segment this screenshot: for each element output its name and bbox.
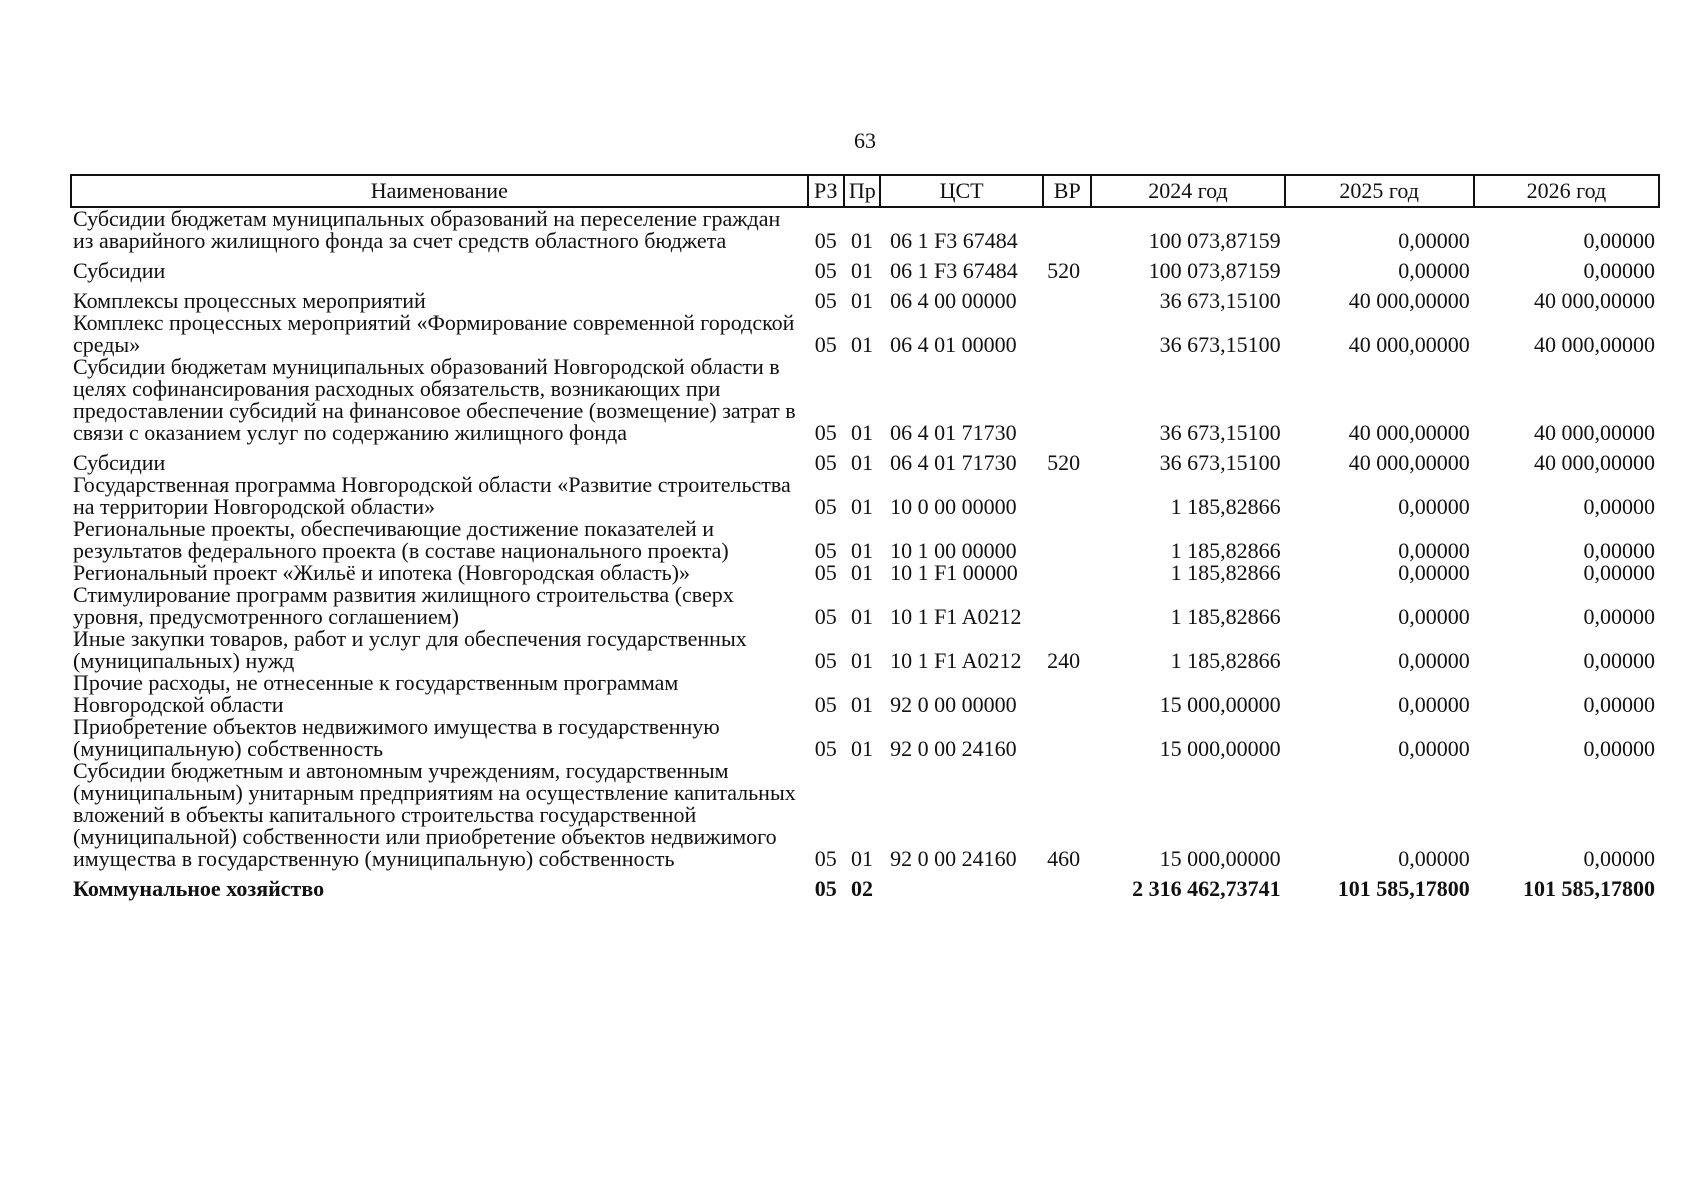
row-name: Иные закупки товаров, работ и услуг для обеспечения государственных (муниципальных) нужд	[73, 626, 747, 673]
table-row	[71, 356, 1659, 444]
row-2026: 40 000,00000	[1534, 420, 1655, 445]
row-2025: 0,00000	[1398, 258, 1470, 283]
row-2025: 101 585,17800	[1337, 876, 1470, 901]
table-row	[71, 518, 1659, 562]
row-cst: 92 0 00 24160	[890, 846, 1017, 871]
row-2024: 1 185,82866	[1170, 560, 1281, 585]
row-vr	[1043, 312, 1091, 356]
page-number: 63	[854, 128, 876, 153]
row-vr: 520	[1047, 258, 1081, 283]
table-body	[71, 207, 1659, 900]
row-name: Коммунальное хозяйство	[73, 876, 325, 901]
header-rz: РЗ	[808, 175, 844, 207]
row-name: Комплексы процессных мероприятий	[73, 288, 426, 313]
header-2025: 2025 год	[1285, 175, 1474, 207]
row-vr	[1043, 356, 1091, 444]
table-row	[71, 870, 1659, 900]
row-2024: 15 000,00000	[1159, 846, 1281, 871]
row-name: Субсидии бюджетам муниципальных образований Новгородской области в целях софинансирования расходных обязательств, возникающих при предоставлении субсидий на финансовое обеспечение (возмещение) затрат в связи с оказанием услуг по содержанию жилищного фонда	[73, 354, 796, 445]
row-pr: 01	[850, 494, 873, 519]
table-row	[71, 628, 1659, 672]
header-2024: 2024 год	[1091, 175, 1284, 207]
row-name: Субсидии бюджетам муниципальных образований на переселение граждан из аварийного жилищного фонда за счет средств областного бюджета	[73, 206, 781, 253]
row-vr	[1043, 282, 1091, 312]
row-name: Комплекс процессных мероприятий «Формирование современной городской среды»	[73, 310, 795, 357]
row-vr: 460	[1047, 846, 1081, 871]
row-vr	[1043, 584, 1091, 628]
row-rz: 05	[814, 604, 837, 629]
table-row	[71, 474, 1659, 518]
row-vr	[1043, 870, 1091, 900]
row-rz: 05	[814, 258, 837, 283]
row-2024: 2 316 462,73741	[1132, 876, 1281, 901]
row-name: Региональные проекты, обеспечивающие достижение показателей и результатов федерального проекта (в составе национального проекта)	[73, 516, 729, 563]
row-2026: 0,00000	[1583, 494, 1655, 519]
row-cst: 10 1 00 00000	[890, 538, 1017, 563]
row-vr	[1043, 716, 1091, 760]
row-2024: 100 073,87159	[1148, 258, 1281, 283]
row-pr: 01	[850, 692, 873, 717]
row-vr	[1043, 518, 1091, 562]
row-2025: 0,00000	[1398, 846, 1470, 871]
row-cst	[880, 870, 1043, 900]
row-rz: 05	[814, 332, 837, 357]
row-cst: 92 0 00 24160	[890, 736, 1017, 761]
row-2026: 40 000,00000	[1534, 332, 1655, 357]
row-2026: 0,00000	[1583, 846, 1655, 871]
row-2026: 40 000,00000	[1534, 288, 1655, 313]
row-cst: 10 0 00 00000	[890, 494, 1017, 519]
table-row	[71, 312, 1659, 356]
table-row	[71, 207, 1659, 252]
row-2024: 1 185,82866	[1170, 648, 1281, 673]
row-name: Государственная программа Новгородской области «Развитие строительства на территории Новгородской области»	[73, 472, 791, 519]
table-row	[71, 252, 1659, 282]
row-2024: 1 185,82866	[1170, 538, 1281, 563]
row-2026: 0,00000	[1583, 538, 1655, 563]
row-2024: 36 673,15100	[1159, 420, 1281, 445]
row-2025: 0,00000	[1398, 736, 1470, 761]
row-vr	[1043, 562, 1091, 584]
row-rz: 05	[814, 560, 837, 585]
row-2024: 15 000,00000	[1159, 692, 1281, 717]
row-pr: 01	[850, 736, 873, 761]
row-2024: 36 673,15100	[1159, 332, 1281, 357]
row-rz: 05	[814, 692, 837, 717]
row-cst: 10 1 F1 00000	[890, 560, 1018, 585]
row-rz: 05	[814, 648, 837, 673]
row-cst: 10 1 F1 A0212	[890, 604, 1022, 629]
row-cst: 06 1 F3 67484	[890, 258, 1018, 283]
table-row	[71, 562, 1659, 584]
row-vr	[1043, 474, 1091, 518]
row-2025: 40 000,00000	[1348, 332, 1470, 357]
header-cst: ЦСТ	[880, 175, 1043, 207]
budget-table	[70, 174, 1660, 900]
row-cst: 92 0 00 00000	[890, 692, 1017, 717]
row-cst: 06 4 01 71730	[890, 450, 1017, 475]
row-2026: 0,00000	[1583, 258, 1655, 283]
row-2025: 0,00000	[1398, 228, 1470, 253]
row-2025: 0,00000	[1398, 494, 1470, 519]
row-rz: 05	[814, 736, 837, 761]
row-2024: 1 185,82866	[1170, 494, 1281, 519]
row-cst: 06 4 00 00000	[890, 288, 1017, 313]
header-pr: Пр	[844, 175, 880, 207]
row-2026: 40 000,00000	[1534, 450, 1655, 475]
row-name: Приобретение объектов недвижимого имущества в государственную (муниципальную) собственность	[73, 714, 720, 761]
row-pr: 01	[850, 258, 873, 283]
row-2026: 0,00000	[1583, 736, 1655, 761]
row-2024: 36 673,15100	[1159, 450, 1281, 475]
table-row	[71, 716, 1659, 760]
row-pr: 01	[850, 420, 873, 445]
row-2024: 36 673,15100	[1159, 288, 1281, 313]
row-name: Прочие расходы, не отнесенные к государственным программам Новгородской области	[73, 670, 679, 717]
row-pr: 01	[850, 332, 873, 357]
row-cst: 06 4 01 00000	[890, 332, 1017, 357]
row-pr: 01	[850, 846, 873, 871]
row-pr: 01	[850, 538, 873, 563]
row-2025: 40 000,00000	[1348, 288, 1470, 313]
row-2025: 40 000,00000	[1348, 420, 1470, 445]
row-pr: 02	[850, 876, 873, 901]
row-2025: 0,00000	[1398, 692, 1470, 717]
row-rz: 05	[814, 538, 837, 563]
row-cst: 06 1 F3 67484	[890, 228, 1018, 253]
row-name: Субсидии бюджетным и автономным учреждениям, государственным (муниципальным) унитарным предприятиям на осуществление капитальных вложений в объекты капитального строительства государственной (муниципальной) собственности или приобретение объектов недвижимого имущества в государственную (муниципальную) собственность	[73, 758, 796, 871]
row-2025: 0,00000	[1398, 604, 1470, 629]
row-name: Субсидии	[73, 450, 166, 475]
row-name: Субсидии	[73, 258, 166, 283]
row-vr: 240	[1047, 648, 1081, 673]
table-row	[71, 760, 1659, 870]
table-row	[71, 584, 1659, 628]
row-rz: 05	[814, 876, 837, 901]
row-2024: 15 000,00000	[1159, 736, 1281, 761]
row-cst: 06 4 01 71730	[890, 420, 1017, 445]
row-pr: 01	[850, 450, 873, 475]
row-name: Стимулирование программ развития жилищного строительства (сверх уровня, предусмотренного соглашением)	[73, 582, 734, 629]
row-2025: 0,00000	[1398, 538, 1470, 563]
row-name: Региональный проект «Жильё и ипотека (Новгородская область)»	[73, 560, 690, 585]
row-2025: 40 000,00000	[1348, 450, 1470, 475]
row-2026: 0,00000	[1583, 692, 1655, 717]
row-vr	[1043, 207, 1091, 252]
row-2026: 0,00000	[1583, 228, 1655, 253]
table-row	[71, 444, 1659, 474]
row-rz: 05	[814, 288, 837, 313]
header-2026: 2026 год	[1474, 175, 1659, 207]
row-cst: 10 1 F1 A0212	[890, 648, 1022, 673]
row-rz: 05	[814, 450, 837, 475]
row-pr: 01	[850, 648, 873, 673]
header-vr: ВР	[1043, 175, 1091, 207]
row-2026: 101 585,17800	[1523, 876, 1655, 901]
row-vr: 520	[1047, 450, 1081, 475]
row-2025: 0,00000	[1398, 560, 1470, 585]
row-pr: 01	[850, 604, 873, 629]
row-2026: 0,00000	[1583, 604, 1655, 629]
row-2026: 0,00000	[1583, 560, 1655, 585]
row-2025: 0,00000	[1398, 648, 1470, 673]
row-rz: 05	[814, 228, 837, 253]
row-rz: 05	[814, 494, 837, 519]
row-pr: 01	[850, 288, 873, 313]
row-2026: 0,00000	[1583, 648, 1655, 673]
row-rz: 05	[814, 846, 837, 871]
table-row	[71, 672, 1659, 716]
table-header-row	[71, 175, 1659, 207]
row-2024: 1 185,82866	[1170, 604, 1281, 629]
table-row	[71, 282, 1659, 312]
row-vr	[1043, 672, 1091, 716]
row-2024: 100 073,87159	[1148, 228, 1281, 253]
row-rz: 05	[814, 420, 837, 445]
row-pr: 01	[850, 228, 873, 253]
header-name: Наименование	[71, 175, 808, 207]
row-pr: 01	[850, 560, 873, 585]
